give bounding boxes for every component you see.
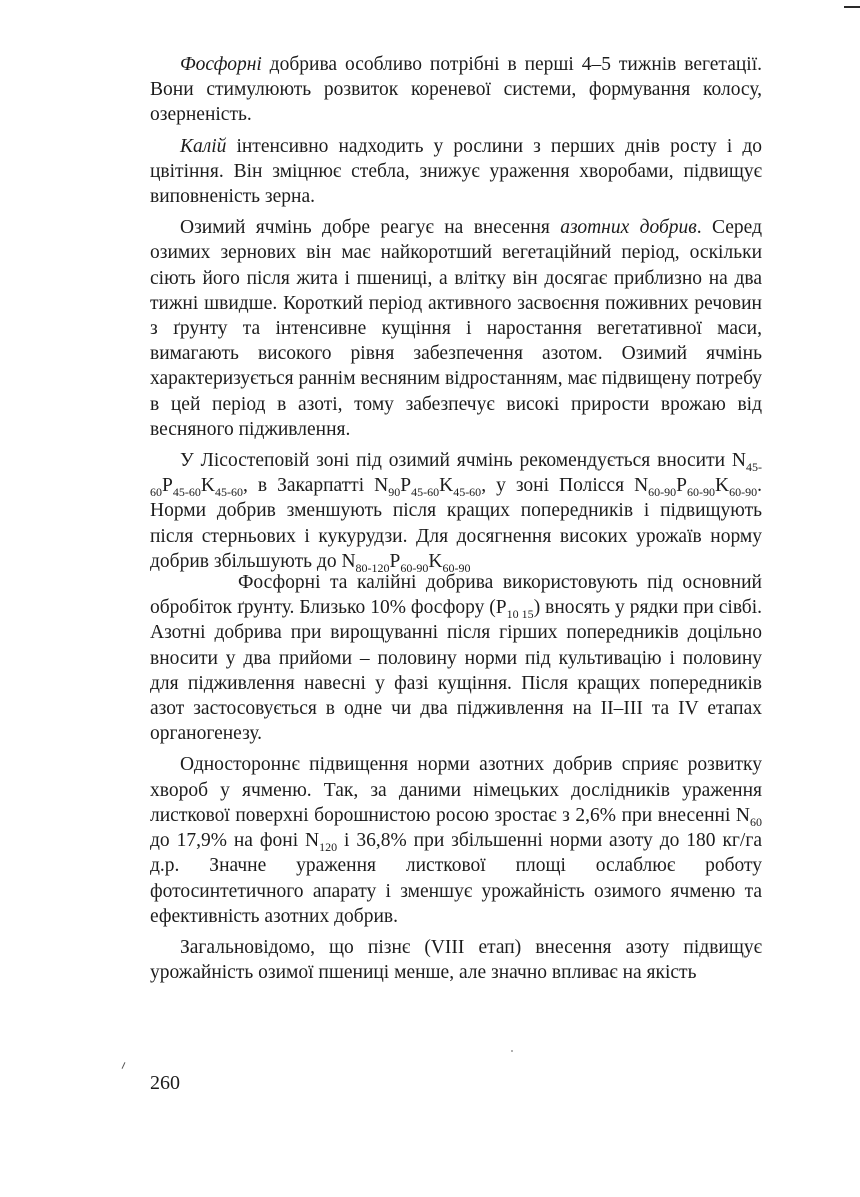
paragraph-nitrogen [150,215,762,442]
paragraph-text: . Норми добрив зменшують після кращих попередників і підвищують після стерньових і кукурудзи. Для досягнення високих урожаїв норму добрив збільшують до [150,475,762,572]
paragraph-text: , у зоні Полісся [481,475,635,497]
scan-speck [511,1050,513,1052]
formula-zakarpattia: $N_{90}P_{45-60}K_{45-60}$ [374,475,482,500]
formula-forest-steppe: $N_{45-60}P_{45-60}K_{45-60}$ [150,450,762,500]
formula-polissia: $N_{60-90}P_{60-90}K_{60-90}$ [634,475,758,500]
paragraph-text: Загальновідомо, що пізнє (VIII етап) внесення азоту підвищує урожайність озимої пшениці менше, але значно впливає на якість [150,936,762,984]
paragraph-text: добрива особливо потрібні в перші 4–5 тижнів вегетації. Вони стимулюють розвиток кореневої системи, формування колосу, озерненість. [150,54,762,126]
paragraph-disease [150,752,762,928]
paragraph-application [150,570,762,746]
paragraph-text: Озимий ячмінь добре реагує на внесення [180,217,561,239]
paragraph-text: . Серед озимих зернових він має найкоротший вегетаційний період, оскільки сіють його після жита і пшениці, а влітку він досягає приблизно на два тижні швидше. Короткий період активного засвоєння поживних речовин з ґрунту та інтенсивне кущіння і наростання вегетативної маси, вимагають високого рівня забезпечення азотом. Озимий ячмінь характеризується раннім весняним відростанням, має підвищену потребу в цей період в азоті, тому забезпечує високі прирости врожаю від весняного підживлення. [150,217,763,440]
page-number: 260 [150,1072,180,1094]
paragraph-text: Фосфорні та калійні добрива використовують під основний обробіток ґрунту. Близько 10% фосфору $(P_{10 15})$ вносять у рядки при сівбі. Азотні добрива при вирощуванні після гірших попередників доцільно вносити у два прийоми – половину норми під культивацію і половину для підживлення навесні у фазі кущіння. Після кращих попередників азот застосовується в одне чи два підживлення на II–III та IV етапах органогенезу. [150,572,762,745]
paragraph-potassium [150,134,762,210]
formula-high-yield: $N_{80-120}P_{60-90}K_{60-90}$ [341,550,471,575]
paragraph-text: інтенсивно надходить у рослини з перших днів росту і до цвітіння. Він зміцнює стебла, знижує ураження хворобами, підвищує виповненість зерна. [150,135,762,208]
scan-edge-mark [844,6,860,8]
emphasis-nitrogen: азотних добрив [560,217,697,239]
paragraph-text: У Лісостеповій зоні під озимий ячмінь рекомендується вносити [180,450,732,472]
scan-speck [122,1062,126,1069]
paragraph-late-nitrogen [150,935,762,985]
paragraph-fertilizer-rates [150,448,762,574]
emphasis-phosphorus: Фосфорні [180,54,262,75]
emphasis-potassium: Калій [180,135,227,157]
paragraph-phosphorus [150,52,762,128]
page-body [150,52,762,991]
paragraph-text: Одностороннє підвищення норми азотних добрив сприяє розвитку хвороб у ячменю. Так, за даними німецьких дослідників ураження листкової поверхні борошнистою росою зростає з 2,6% при внесенні $N_{60}$ до 17,9% на фоні $N_{120}$ і 36,8% при збільшенні норми азоту до 180 кг/га д.р. Значне ураження листкової площі ослаблює роботу фотосинтетичного апарату і зменшує урожайність озимого ячменю та ефективність азотних добрив. [150,754,762,927]
paragraph-text: , в Закарпатті [242,475,375,497]
